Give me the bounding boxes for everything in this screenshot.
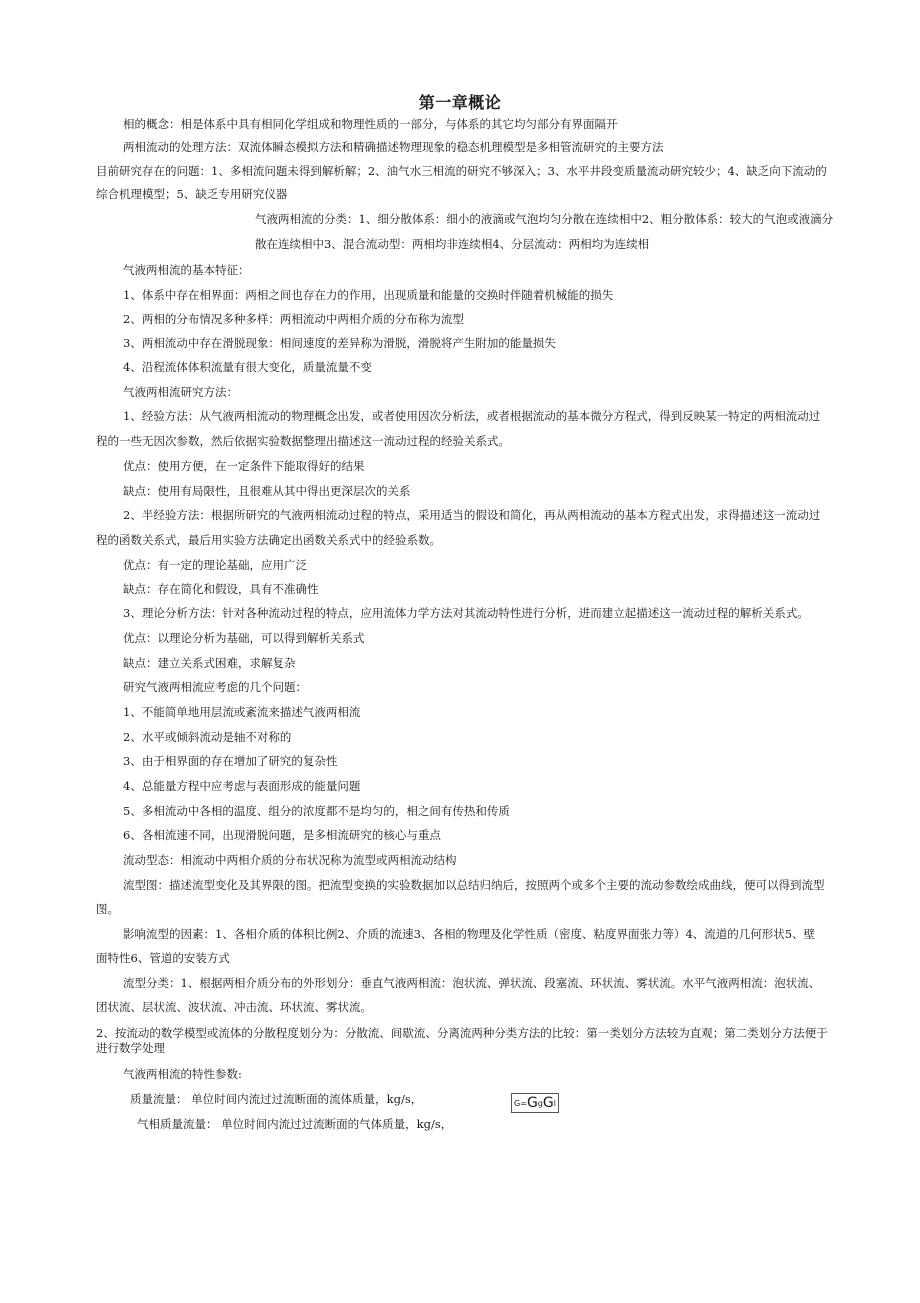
list-item: 6、各相流速不同，出现滑脱问题，是多相流研究的核心与重点 <box>123 828 441 842</box>
para-math-model-line1: 2、按流动的数学模型或流体的分散程度划分为：分散流、间歇流、分离流两种分类方法的比较：第一类划分方法较为直观；第二类划分方法便于 <box>96 1026 828 1040</box>
para-flow-pattern: 流动型态：相流动中两相介质的分布状况称为流型或两相流动结构 <box>123 853 457 867</box>
para-classification-line2: 散在连续相中3、混合流动型：两相均非连续相4、分层流动：两相均为连续相 <box>255 237 650 251</box>
para-theoretical-pros: 优点：以理论分析为基础，可以得到解析关系式 <box>123 631 365 645</box>
para-semiempirical-cons: 缺点：存在简化和假设，具有不准确性 <box>123 582 319 596</box>
para-factors-line2: 面特性6、管道的安装方式 <box>96 951 230 965</box>
list-item: 3、两相流动中存在滑脱现象：相间速度的差异称为滑脱，滑脱将产生附加的能量损失 <box>123 336 556 350</box>
para-processing-methods: 两相流动的处理方法：双流体瞬态模拟方法和精确描述物理现象的稳态机理模型是多相管流研究的主要方法 <box>123 140 664 154</box>
para-semiempirical-line1: 2、半经验方法：根据所研究的气液两相流动过程的特点，采用适当的假设和简化，再从两相流动的基本方程式出发，求得描述这一流动过 <box>123 508 821 522</box>
formula-sub2: l <box>553 1098 556 1108</box>
para-phase-concept: 相的概念：相是体系中具有相同化学组成和物理性质的一部分，与体系的其它均匀部分有界面隔开 <box>123 117 618 131</box>
para-factors-line1: 影响流型的因素：1、各相介质的体积比例2、介质的流速3、各相的物理及化学性质（密度、粘度界面张力等）4、流道的几何形状5、壁 <box>123 927 816 941</box>
list-item: 1、不能简单地用层流或紊流来描述气液两相流 <box>123 705 361 719</box>
para-problems-line1: 目前研究存在的问题：1、多相流问题未得到解析解；2、油气水三相流的研究不够深入；3、水平井段变质量流动研究较少；4、缺乏向下流动的 <box>96 164 827 178</box>
para-theoretical: 3、理论分析方法：针对各种流动过程的特点，应用流体力学方法对其流动特性进行分析，进而建立起描述这一流动过程的解析关系式。 <box>123 606 809 620</box>
formula-sub1: g <box>537 1098 543 1108</box>
formula-eq: = <box>520 1098 527 1108</box>
chapter-title: 第一章概论 <box>418 93 502 112</box>
para-theoretical-cons: 缺点：建立关系式困难，求解复杂 <box>123 656 296 670</box>
para-problems-line2: 综合机理模型；5、缺乏专用研究仪器 <box>96 187 288 201</box>
para-mass-flow: 质量流量： 单位时间内流过过流断面的流体质量，kg/s， <box>130 1092 423 1106</box>
formula-lhs: G <box>514 1098 521 1108</box>
para-math-model-line2: 进行数学处理 <box>96 1041 165 1055</box>
heading-considerations: 研究气液两相流应考虑的几个问题： <box>123 680 307 694</box>
para-semiempirical-pros: 优点：有一定的理论基础，应用广泛 <box>123 558 307 572</box>
para-semiempirical-line2: 程的函数关系式，最后用实验方法确定出函数关系式中的经验系数。 <box>96 533 441 547</box>
list-item: 4、沿程流体体积流量有很大变化，质量流量不变 <box>123 360 372 374</box>
para-flow-map-line2: 图。 <box>96 902 119 916</box>
para-classification2-line2: 团状流、层状流、波状流、冲击流、环状流、雾状流。 <box>96 1000 372 1014</box>
formula-term2: G <box>542 1095 554 1111</box>
para-flow-map-line1: 流型图：描述流型变化及其界限的图。把流型变换的实验数据加以总结归纳后，按照两个或多个主要的流动参数绘成曲线，便可以得到流型 <box>123 878 825 892</box>
formula-term1: G <box>526 1095 538 1111</box>
list-item: 5、多相流动中各相的温度、组分的浓度都不是均匀的，相之间有传热和传质 <box>123 804 510 818</box>
mass-flow-formula <box>511 1093 559 1113</box>
para-empirical-cons: 缺点：使用有局限性，且很难从其中得出更深层次的关系 <box>123 484 411 498</box>
list-item: 3、由于相界面的存在增加了研究的复杂性 <box>123 754 338 768</box>
para-classification-line1: 气液两相流的分类：1、细分散体系：细小的液滴或气泡均匀分散在连续相中2、粗分散体系：较大的气泡或液滴分 <box>255 212 834 226</box>
list-item: 4、总能量方程中应考虑与表面形成的能量问题 <box>123 779 361 793</box>
para-empirical-pros: 优点：使用方便，在一定条件下能取得好的结果 <box>123 459 365 473</box>
list-item: 2、两相的分布情况多种多样：两相流动中两相介质的分布称为流型 <box>123 312 464 326</box>
heading-parameters: 气液两相流的特性参数: <box>123 1067 242 1081</box>
list-item: 1、体系中存在相界面：两相之间也存在力的作用，出现质量和能量的交换时伴随着机械能的损失 <box>123 288 614 302</box>
heading-basic-features: 气液两相流的基本特征： <box>123 263 250 277</box>
heading-research-methods: 气液两相流研究方法： <box>123 385 238 399</box>
list-item: 2、水平或倾斜流动是轴不对称的 <box>123 730 292 744</box>
para-gas-mass-flow: 气相质量流量： 单位时间内流过过流断面的气体质量，kg/s， <box>137 1117 453 1131</box>
para-empirical-line2: 程的一些无因次参数，然后依据实验数据整理出描述这一流动过程的经验关系式。 <box>96 434 510 448</box>
para-empirical-line1: 1、经验方法：从气液两相流动的物理概念出发，或者使用因次分析法，或者根据流动的基本微分方程式，得到反映某一特定的两相流动过 <box>123 409 821 423</box>
para-classification2-line1: 流型分类：1、根据两相介质分布的外形划分：垂直气液两相流：泡状流、弹状流、段塞流、环状流、雾状流。水平气液两相流：泡状流、 <box>123 976 821 990</box>
